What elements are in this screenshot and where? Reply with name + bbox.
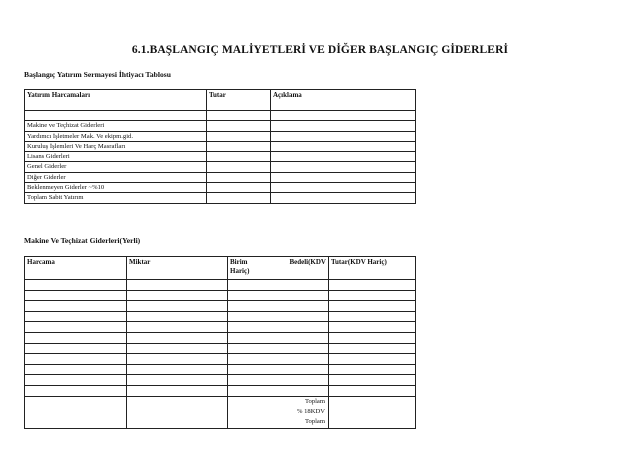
header-quantity: Miktar: [127, 257, 228, 280]
cell-total[interactable]: [329, 343, 416, 354]
cell-quantity[interactable]: [127, 332, 228, 343]
totals-label-line2: % 18KDV: [296, 407, 325, 415]
cell-total[interactable]: [329, 290, 416, 301]
row-label: Makine ve Teçhizat Giderleri: [25, 121, 207, 131]
table-row: [25, 290, 416, 301]
cell-quantity[interactable]: [127, 301, 228, 312]
cell-unit-price[interactable]: [228, 311, 329, 322]
row-amount[interactable]: [207, 111, 271, 121]
row-description[interactable]: [271, 162, 416, 172]
table-row: [25, 322, 416, 333]
investment-table-caption: Başlangıç Yatırım Sermayesi İhtiyacı Tablosu: [24, 70, 171, 79]
cell-unit-price[interactable]: [228, 301, 329, 312]
table-row: [25, 354, 416, 365]
cell-unit-price[interactable]: [228, 354, 329, 365]
investment-table: [24, 89, 416, 204]
row-amount[interactable]: [207, 183, 271, 193]
row-label: Diğer Giderler: [25, 172, 207, 182]
row-label: Yardımcı İşletmeler Mak. Ve ekipm.gid.: [25, 131, 207, 141]
cell-quantity[interactable]: [127, 354, 228, 365]
row-description[interactable]: [271, 131, 416, 141]
cell-quantity[interactable]: [127, 375, 228, 386]
row-label: [25, 111, 207, 121]
cell-total[interactable]: [329, 364, 416, 375]
totals-row: [25, 396, 416, 428]
cell-expense[interactable]: [25, 280, 127, 291]
cell-unit-price[interactable]: [228, 322, 329, 333]
row-label: Genel Giderler: [25, 162, 207, 172]
cell-expense[interactable]: [25, 332, 127, 343]
cell-expense[interactable]: [25, 322, 127, 333]
table-row: [25, 385, 416, 396]
row-amount[interactable]: [207, 131, 271, 141]
cell-expense[interactable]: [25, 385, 127, 396]
table-row: [25, 280, 416, 291]
totals-label-line1: Toplam: [304, 397, 325, 405]
table-row: [25, 172, 416, 182]
cell-unit-price[interactable]: [228, 385, 329, 396]
page-title: 6.1.BAŞLANGIÇ MALİYETLERİ VE DİĞER BAŞLANGIÇ GİDERLERİ: [131, 44, 509, 56]
totals-labels: [228, 396, 329, 428]
cell-expense[interactable]: [25, 311, 127, 322]
row-amount[interactable]: [207, 193, 271, 203]
machinery-table: [24, 256, 416, 429]
header-unit-price: [228, 257, 329, 280]
cell-total[interactable]: [329, 396, 416, 428]
table-row: [25, 152, 416, 162]
table-row: [25, 375, 416, 386]
header-expense: Harcama: [25, 257, 127, 280]
row-amount[interactable]: [207, 152, 271, 162]
cell-quantity[interactable]: [127, 311, 228, 322]
table-row: [25, 301, 416, 312]
totals-label-line3: Toplam: [304, 417, 325, 425]
table-row: [25, 364, 416, 375]
cell-expense[interactable]: [25, 364, 127, 375]
cell-expense[interactable]: [25, 375, 127, 386]
investment-table-header-row: [25, 90, 416, 111]
cell-quantity[interactable]: [127, 280, 228, 291]
cell-expense[interactable]: [25, 290, 127, 301]
cell-total[interactable]: [329, 322, 416, 333]
cell-unit-price[interactable]: [228, 332, 329, 343]
row-description[interactable]: [271, 172, 416, 182]
cell-total[interactable]: [329, 280, 416, 291]
header-expenditures: Yatırım Harcamaları: [25, 90, 207, 111]
cell-unit-price[interactable]: [228, 364, 329, 375]
row-amount[interactable]: [207, 121, 271, 131]
machinery-table-header-row: [25, 257, 416, 280]
header-amount: Tutar: [207, 90, 271, 111]
row-label: Lisans Giderleri: [25, 152, 207, 162]
table-row: [25, 311, 416, 322]
table-row: [25, 111, 416, 121]
cell-total[interactable]: [329, 375, 416, 386]
cell-quantity[interactable]: [127, 385, 228, 396]
cell-unit-price[interactable]: [228, 375, 329, 386]
cell-unit-price[interactable]: [228, 290, 329, 301]
cell-quantity[interactable]: [127, 322, 228, 333]
table-row: [25, 131, 416, 141]
table-row: [25, 193, 416, 203]
cell-expense[interactable]: [25, 301, 127, 312]
row-label: Beklenmeyen Giderler ~%10: [25, 183, 207, 193]
machinery-table-caption: Makine Ve Teçhizat Giderleri(Yerli): [24, 236, 141, 245]
cell-quantity[interactable]: [127, 364, 228, 375]
row-amount[interactable]: [207, 172, 271, 182]
cell-quantity: [127, 396, 228, 428]
cell-quantity[interactable]: [127, 290, 228, 301]
cell-expense[interactable]: [25, 343, 127, 354]
cell-unit-price[interactable]: [228, 280, 329, 291]
cell-total[interactable]: [329, 385, 416, 396]
table-row: [25, 343, 416, 354]
row-description[interactable]: [271, 121, 416, 131]
cell-total[interactable]: [329, 332, 416, 343]
row-description[interactable]: [271, 183, 416, 193]
row-description[interactable]: [271, 193, 416, 203]
header-description: Açıklama: [271, 90, 416, 111]
table-row: [25, 121, 416, 131]
row-description[interactable]: [271, 141, 416, 151]
header-total: Tutar(KDV Hariç): [329, 257, 416, 280]
header-unit-price-line2: Hariç): [230, 267, 250, 275]
cell-total[interactable]: [329, 301, 416, 312]
cell-unit-price[interactable]: [228, 343, 329, 354]
row-label: Toplam Sabit Yatırım: [25, 193, 207, 203]
row-label: Kuruluş İşlemleri Ve Harç Masrafları: [25, 141, 207, 151]
header-unit-price-right: Bedeli(KDV: [289, 258, 326, 266]
table-row: [25, 183, 416, 193]
row-description[interactable]: [271, 152, 416, 162]
row-amount[interactable]: [207, 162, 271, 172]
cell-total[interactable]: [329, 311, 416, 322]
header-unit-price-left: Birim: [230, 258, 248, 266]
table-row: [25, 141, 416, 151]
row-amount[interactable]: [207, 141, 271, 151]
cell-quantity[interactable]: [127, 343, 228, 354]
table-row: [25, 162, 416, 172]
cell-expense: [25, 396, 127, 428]
cell-expense[interactable]: [25, 354, 127, 365]
table-row: [25, 332, 416, 343]
row-description[interactable]: [271, 111, 416, 121]
cell-total[interactable]: [329, 354, 416, 365]
